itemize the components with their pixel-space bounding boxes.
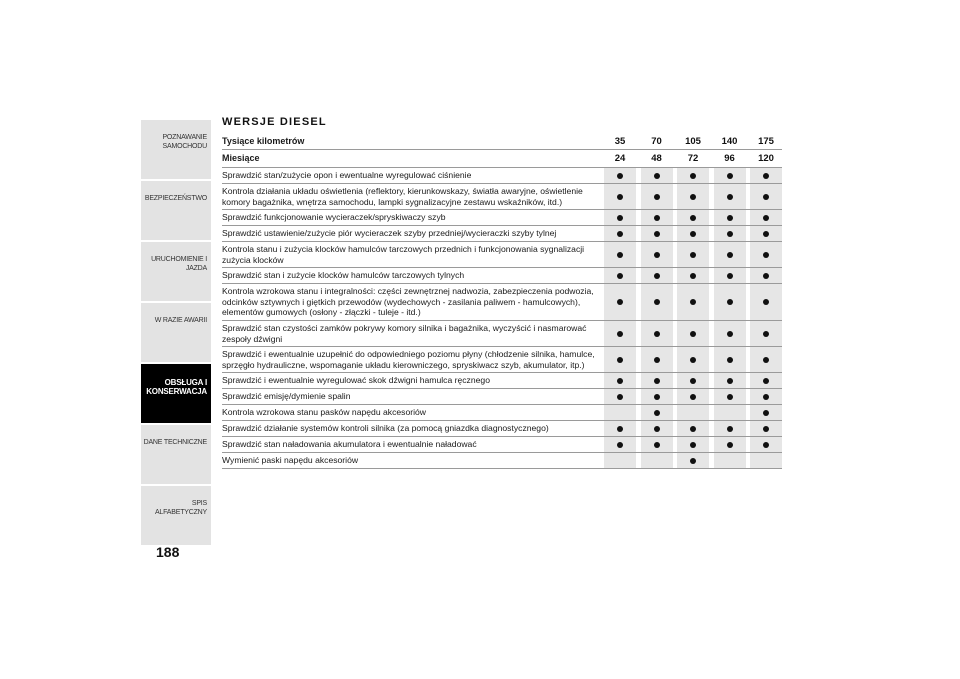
header-value: 24 [604,150,636,167]
tab-label: URUCHOMIENIE I JAZDA [151,256,207,272]
bullet-icon [617,231,623,237]
header-value: 175 [750,134,782,149]
interval-cell [714,284,746,320]
bullet-icon [654,426,660,432]
table-row [222,389,782,405]
table-row [222,226,782,242]
interval-cell [641,347,673,372]
bullet-icon [763,378,769,384]
bullet-icon [690,378,696,384]
interval-cell [714,210,746,225]
bullet-icon [727,173,733,179]
tab-label: DANE TECHNICZNE [143,439,207,446]
row-description: Sprawdzić i ewentualnie uzupełnić do odpowiedniego poziomu płyny (chłodzenie silnika, hamulce, sprzęgło hydrauliczne, wspomaganie układu kierowniczego, spryskiwacz szyb, akumulator, itp.) [222,349,595,370]
interval-cell [750,184,782,209]
interval-cell [677,437,709,452]
interval-cell [750,421,782,436]
interval-cell [641,184,673,209]
header-value: 48 [641,150,673,167]
interval-cell [714,168,746,183]
interval-cell [750,347,782,372]
bullet-icon [654,299,660,305]
bullet-icon [617,273,623,279]
interval-cell [641,405,673,420]
bullet-icon [690,442,696,448]
interval-cell [677,242,709,267]
interval-cell [641,453,673,468]
interval-cell [604,437,636,452]
interval-cell [750,242,782,267]
bullet-icon [690,231,696,237]
interval-cell [677,226,709,241]
bullet-icon [654,194,660,200]
table-row [222,405,782,421]
interval-cell [714,421,746,436]
interval-cell [714,321,746,346]
row-description: Kontrola działania układu oświetlenia (reflektory, kierunkowskazy, światła awaryjne, oświetlenie komory bagażnika, wnętrza samochodu, lampki sygnalizacyjne zestawu wskaźników, itd.) [222,186,583,207]
table-row [222,242,782,268]
bullet-icon [617,394,623,400]
interval-cell [604,210,636,225]
bullet-icon [654,231,660,237]
interval-cell [677,373,709,388]
row-description: Kontrola wzrokowa stanu i integralności: części zewnętrznej nadwozia, zabezpieczenia podwozia, odcinków sztywnych i giętkich przewodów (wydechowych - zasilania paliwem - hamulcowych), elementów gumowych (osłony - złączki - tuleje - itd.) [222,286,594,318]
interval-cell [714,242,746,267]
row-description: Sprawdzić stan czystości zamków pokrywy komory silnika i bagażnika, wyczyścić i nasmarować zespoły dźwigni [222,323,587,344]
interval-cell [714,268,746,283]
bullet-icon [727,299,733,305]
interval-cell [750,373,782,388]
row-description: Sprawdzić ustawienie/zużycie piór wycieraczek szyby przedniej/wycieraczki szyby tylnej [222,228,557,239]
bullet-icon [690,194,696,200]
row-description: Wymienić paski napędu akcesoriów [222,455,359,466]
bullet-icon [654,331,660,337]
row-description: Sprawdzić działanie systemów kontroli silnika (za pomocą gniazdka diagnostycznego) [222,423,549,434]
interval-cell [641,242,673,267]
interval-cell [677,184,709,209]
interval-cell [604,389,636,404]
bullet-icon [727,357,733,363]
bullet-icon [763,173,769,179]
bullet-icon [654,273,660,279]
interval-cell [677,347,709,372]
table-row [222,437,782,453]
interval-cell [677,168,709,183]
tab-bezpieczenstwo[interactable] [141,181,211,240]
bullet-icon [617,252,623,258]
page-number: 188 [156,544,180,560]
interval-cell [750,453,782,468]
row-description: Sprawdzić stan/zużycie opon i ewentualne wyregulować ciśnienie [222,170,472,181]
interval-cell [604,242,636,267]
bullet-icon [654,442,660,448]
bullet-icon [690,215,696,221]
header-label: Tysiące kilometrów [222,136,305,147]
row-description: Sprawdzić stan naładowania akumulatora i ewentualnie naładować [222,439,477,450]
bullet-icon [617,215,623,221]
interval-cell [750,210,782,225]
bullet-icon [727,394,733,400]
bullet-icon [690,252,696,258]
header-value: 35 [604,134,636,149]
table-row [222,210,782,226]
interval-cell [641,284,673,320]
bullet-icon [617,442,623,448]
bullet-icon [763,426,769,432]
row-description: Sprawdzić i ewentualnie wyregulować skok dźwigni hamulca ręcznego [222,375,490,386]
bullet-icon [727,442,733,448]
table-row [222,321,782,347]
interval-cell [604,226,636,241]
tab-label: OBSŁUGA I KONSERWACJA [146,378,207,396]
maintenance-table [222,134,782,469]
interval-cell [604,184,636,209]
interval-cell [604,405,636,420]
bullet-icon [763,194,769,200]
interval-cell [750,268,782,283]
interval-cell [641,389,673,404]
interval-cell [641,421,673,436]
tab-label: BEZPIECZEŃSTWO [144,195,207,202]
bullet-icon [617,378,623,384]
bullet-icon [617,299,623,305]
header-label: Miesiące [222,153,260,164]
interval-cell [750,321,782,346]
table-row [222,284,782,321]
table-row [222,347,782,373]
interval-cell [604,347,636,372]
row-description: Sprawdzić stan i zużycie klocków hamulców tarczowych tylnych [222,270,465,281]
bullet-icon [763,215,769,221]
interval-cell [714,453,746,468]
interval-cell [677,405,709,420]
interval-cell [677,321,709,346]
tab-label: W RAZIE AWARII [154,317,207,324]
table-row [222,184,782,210]
interval-cell [641,268,673,283]
bullet-icon [763,394,769,400]
bullet-icon [654,410,660,416]
interval-cell [750,226,782,241]
interval-cell [604,421,636,436]
header-value: 140 [714,134,746,149]
table-row [222,268,782,284]
tab-uruchomienie-i-jazda[interactable] [141,242,211,301]
bullet-icon [617,331,623,337]
bullet-icon [763,410,769,416]
section-title: WERSJE DIESEL [222,116,327,128]
interval-cell [750,389,782,404]
interval-cell [714,184,746,209]
table-header-row [222,134,782,150]
bullet-icon [654,252,660,258]
interval-cell [677,389,709,404]
bullet-icon [690,173,696,179]
interval-cell [641,321,673,346]
interval-cell [641,226,673,241]
table-row [222,453,782,469]
bullet-icon [617,426,623,432]
header-value: 96 [714,150,746,167]
tab-label: POZNAWANIE SAMOCHODU [162,134,207,150]
table-header-row [222,150,782,168]
bullet-icon [763,299,769,305]
bullet-icon [763,331,769,337]
table-row [222,421,782,437]
bullet-icon [690,394,696,400]
bullet-icon [617,173,623,179]
interval-cell [641,437,673,452]
interval-cell [714,347,746,372]
interval-cell [677,284,709,320]
interval-cell [604,168,636,183]
interval-cell [604,284,636,320]
interval-cell [641,373,673,388]
interval-cell [677,210,709,225]
row-description: Kontrola wzrokowa stanu pasków napędu akcesoriów [222,407,426,418]
bullet-icon [763,273,769,279]
bullet-icon [617,194,623,200]
interval-cell [641,168,673,183]
tab-dane-techniczne[interactable] [141,425,211,484]
bullet-icon [690,299,696,305]
bullet-icon [727,331,733,337]
interval-cell [714,437,746,452]
bullet-icon [727,378,733,384]
header-value: 72 [677,150,709,167]
interval-cell [604,453,636,468]
bullet-icon [617,357,623,363]
bullet-icon [763,231,769,237]
interval-cell [604,321,636,346]
bullet-icon [654,173,660,179]
interval-cell [677,453,709,468]
bullet-icon [654,357,660,363]
bullet-icon [690,331,696,337]
bullet-icon [727,252,733,258]
tab-label: SPIS ALFABETYCZNY [154,500,207,516]
row-description: Sprawdzić emisję/dymienie spalin [222,391,351,402]
bullet-icon [727,194,733,200]
bullet-icon [654,394,660,400]
interval-cell [714,405,746,420]
interval-cell [604,268,636,283]
interval-cell [714,226,746,241]
interval-cell [750,284,782,320]
interval-cell [750,437,782,452]
bullet-icon [690,426,696,432]
interval-cell [641,210,673,225]
bullet-icon [690,458,696,464]
interval-cell [714,389,746,404]
header-value: 70 [641,134,673,149]
row-description: Kontrola stanu i zużycia klocków hamulców tarczowych przednich i funkcjonowania sygnalizacji zużycia klocków [222,244,585,265]
interval-cell [714,373,746,388]
header-value: 105 [677,134,709,149]
interval-cell [750,405,782,420]
interval-cell [750,168,782,183]
table-row [222,373,782,389]
bullet-icon [727,231,733,237]
bullet-icon [727,273,733,279]
bullet-icon [763,442,769,448]
tab-poznawanie-samochodu[interactable] [141,120,211,179]
table-row [222,168,782,184]
bullet-icon [763,252,769,258]
bullet-icon [727,215,733,221]
bullet-icon [654,378,660,384]
interval-cell [604,373,636,388]
tab-spis-alfabetyczny[interactable] [141,486,211,545]
header-value: 120 [750,150,782,167]
bullet-icon [727,426,733,432]
interval-cell [677,268,709,283]
row-description: Sprawdzić funkcjonowanie wycieraczek/spryskiwaczy szyb [222,212,446,223]
bullet-icon [690,273,696,279]
bullet-icon [654,215,660,221]
bullet-icon [690,357,696,363]
tab-obsluga-i-konserwacja[interactable] [141,364,211,423]
interval-cell [677,421,709,436]
bullet-icon [763,357,769,363]
tab-w-razie-awarii[interactable] [141,303,211,362]
